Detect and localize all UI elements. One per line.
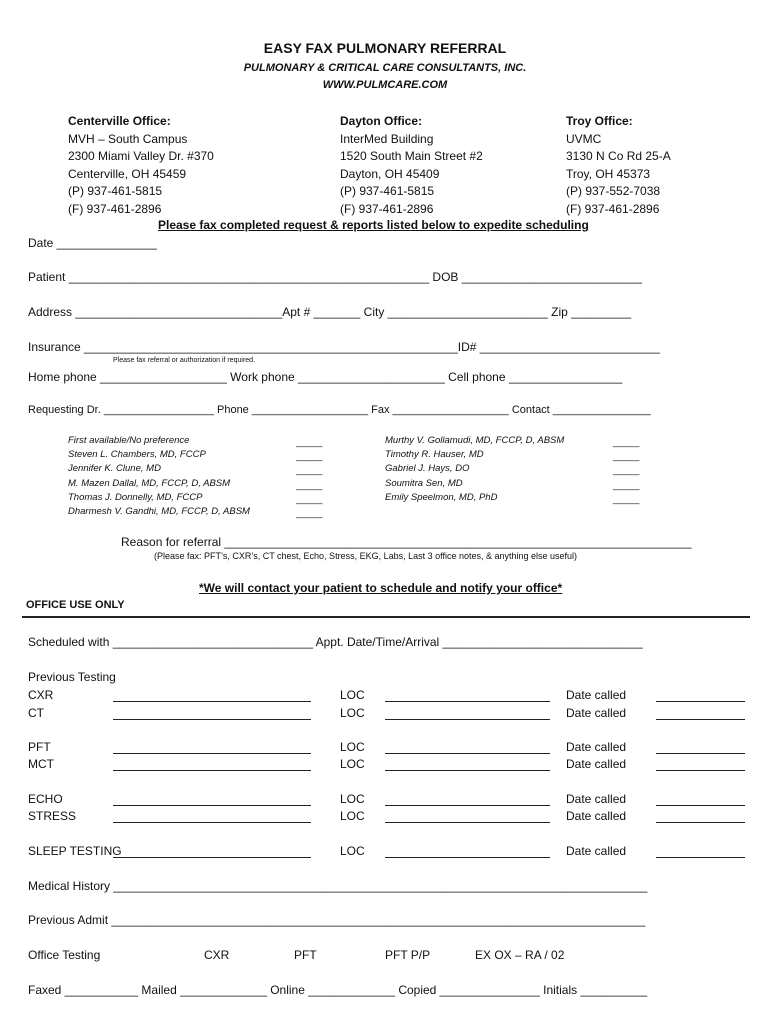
date-field[interactable]: Date _______________: [28, 236, 157, 250]
doctor-check-blank[interactable]: _____: [613, 479, 640, 491]
doctor-check-blank[interactable]: _____: [296, 508, 323, 520]
office-use-heading: OFFICE USE ONLY: [26, 599, 125, 611]
reason-field[interactable]: Reason for referral ______________________________________________________________________: [121, 535, 692, 549]
office-dayton: [340, 113, 483, 218]
test-result-line[interactable]: [113, 759, 311, 771]
doctor-check-blank[interactable]: _____: [613, 437, 640, 448]
office-testing-pftpp[interactable]: PFT P/P: [385, 948, 431, 962]
test-result-line[interactable]: [113, 708, 311, 720]
loc-line[interactable]: [385, 708, 550, 720]
form-title: EASY FAX PULMONARY REFERRAL: [263, 40, 507, 56]
test-result-line[interactable]: [113, 811, 311, 823]
doctor-check-blank[interactable]: _____: [296, 451, 323, 463]
office-centerville: [68, 113, 214, 218]
medical-history-field[interactable]: Medical History ________________________________________________________________________________: [28, 879, 648, 893]
address-field[interactable]: Address _______________________________Apt # _______ City ________________________ Zip _________: [28, 305, 632, 319]
patient-field[interactable]: Patient ______________________________________________________ DOB ___________________________: [28, 270, 642, 284]
office-line: Centerville, OH 45459: [68, 166, 187, 181]
date-called-line[interactable]: [656, 846, 745, 858]
doctor-option: Jennifer K. Clune, MD: [68, 463, 161, 475]
test-result-line[interactable]: [113, 742, 311, 754]
loc-label: LOC: [340, 809, 365, 823]
doctor-list-right: [385, 434, 564, 505]
date-called-line[interactable]: [656, 759, 745, 771]
doctor-option: Steven L. Chambers, MD, FCCP: [68, 449, 206, 461]
doctor-option: Murthy V. Gollamudi, MD, FCCP, D, ABSM: [385, 435, 565, 446]
insurance-note: Please fax referral or authorization if required.: [113, 357, 256, 364]
test-label: STRESS: [28, 809, 77, 823]
test-label: PFT: [28, 740, 51, 754]
loc-line[interactable]: [385, 846, 550, 858]
loc-line[interactable]: [385, 690, 550, 702]
section-divider: [22, 616, 750, 618]
loc-line[interactable]: [385, 811, 550, 823]
reason-note: (Please fax: PFT’s, CXR’s, CT chest, Echo, Stress, EKG, Labs, Last 3 office notes, & anything else useful): [154, 551, 578, 561]
faxed-mailed-field[interactable]: Faxed ___________ Mailed _____________ Online _____________ Copied _______________ Initials __________: [28, 983, 648, 997]
doctor-check-blank[interactable]: _____: [296, 493, 323, 505]
doctor-check-blank[interactable]: _____: [613, 493, 640, 505]
office-line: Dayton, OH 45409: [340, 166, 440, 181]
doctor-option: Timothy R. Hauser, MD: [385, 449, 484, 461]
loc-line[interactable]: [385, 742, 550, 754]
test-label: SLEEP TESTING: [28, 844, 122, 858]
phone-fields[interactable]: Home phone ___________________ Work phone ______________________ Cell phone _________________: [28, 370, 623, 384]
date-called-label: Date called: [566, 740, 627, 754]
fax-instruction: Please fax completed request & reports listed below to expedite scheduling: [158, 218, 589, 232]
office-line: 2300 Miami Valley Dr. #370: [68, 149, 214, 163]
doctor-list-left: [68, 434, 250, 519]
doctor-check-blank[interactable]: _____: [296, 479, 323, 491]
office-troy: [566, 113, 671, 218]
loc-label: LOC: [340, 792, 365, 806]
doctor-option: Emily Speelmon, MD, PhD: [385, 491, 498, 503]
date-called-line[interactable]: [656, 690, 745, 702]
loc-label: LOC: [340, 706, 365, 720]
loc-line[interactable]: [385, 794, 550, 806]
loc-label: LOC: [340, 688, 365, 702]
office-testing-pft[interactable]: PFT: [294, 948, 317, 962]
office-line: 1520 South Main Street #2: [340, 149, 483, 163]
date-called-line[interactable]: [656, 794, 745, 806]
office-phone: (P) 937-552-7038: [566, 184, 661, 198]
doctor-check-blank[interactable]: _____: [296, 437, 323, 448]
date-called-label: Date called: [566, 706, 627, 720]
date-called-label: Date called: [566, 757, 627, 771]
doctor-option: Soumitra Sen, MD: [385, 477, 463, 489]
test-result-line[interactable]: [113, 846, 311, 858]
office-line: InterMed Building: [340, 131, 434, 146]
requesting-dr-field[interactable]: Requesting Dr. __________________ Phone ___________________ Fax ___________________ Contact ________________: [28, 404, 651, 416]
office-testing-label: Office Testing: [28, 948, 101, 962]
website: WWW.PULMCARE.COM: [322, 79, 448, 91]
doctor-check-blank[interactable]: _____: [296, 465, 323, 477]
doctor-option: Dharmesh V. Gandhi, MD, FCCP, D, ABSM: [68, 506, 250, 518]
office-name: Troy Office:: [566, 114, 633, 128]
loc-line[interactable]: [385, 759, 550, 771]
doctor-option: Gabriel J. Hays, DO: [385, 463, 470, 475]
office-name: Dayton Office:: [340, 114, 423, 128]
test-result-line[interactable]: [113, 794, 311, 806]
date-called-label: Date called: [566, 792, 627, 806]
office-line: 3130 N Co Rd 25-A: [566, 149, 671, 163]
test-result-line[interactable]: [113, 690, 311, 702]
office-name: Centerville Office:: [68, 114, 171, 128]
date-called-label: Date called: [566, 688, 627, 702]
office-phone: (P) 937-461-5815: [68, 184, 163, 198]
office-line: Troy, OH 45373: [566, 166, 651, 181]
date-called-label: Date called: [566, 809, 627, 823]
date-called-line[interactable]: [656, 708, 745, 720]
doctor-checks-left: [296, 436, 322, 521]
contact-note: *We will contact your patient to schedule and notify your office*: [199, 581, 563, 595]
office-fax: (F) 937-461-2896: [566, 201, 660, 216]
date-called-label: Date called: [566, 844, 627, 858]
test-label: CT: [28, 706, 44, 720]
loc-label: LOC: [340, 757, 365, 771]
test-label: ECHO: [28, 792, 63, 806]
doctor-checks-right: [613, 436, 639, 507]
doctor-check-blank[interactable]: _____: [613, 451, 640, 463]
office-line: MVH – South Campus: [68, 131, 188, 146]
previous-admit-field[interactable]: Previous Admit ________________________________________________________________________________: [28, 913, 646, 927]
org-name: PULMONARY & CRITICAL CARE CONSULTANTS, INC.: [243, 62, 527, 74]
office-testing-exox[interactable]: EX OX – RA / 02: [475, 948, 565, 962]
loc-label: LOC: [340, 844, 365, 858]
office-line: UVMC: [566, 131, 602, 146]
office-fax: (F) 937-461-2896: [68, 201, 162, 216]
insurance-field[interactable]: Insurance ________________________________________________________ID# ___________________________: [28, 340, 660, 354]
date-called-line[interactable]: [656, 811, 745, 823]
office-phone: (P) 937-461-5815: [340, 184, 435, 198]
doctor-option: Thomas J. Donnelly, MD, FCCP: [68, 491, 203, 503]
date-called-line[interactable]: [656, 742, 745, 754]
test-label: MCT: [28, 757, 54, 771]
test-label: CXR: [28, 688, 54, 702]
previous-testing-heading: Previous Testing: [28, 670, 116, 684]
doctor-option: M. Mazen Dallal, MD, FCCP, D, ABSM: [68, 477, 231, 489]
doctor-check-blank[interactable]: _____: [613, 465, 640, 477]
office-testing-cxr[interactable]: CXR: [204, 948, 230, 962]
scheduled-with-field[interactable]: Scheduled with ______________________________ Appt. Date/Time/Arrival ______________________________: [28, 635, 643, 649]
loc-label: LOC: [340, 740, 365, 754]
doctor-option: First available/No preference: [68, 435, 190, 446]
office-fax: (F) 937-461-2896: [340, 201, 434, 216]
